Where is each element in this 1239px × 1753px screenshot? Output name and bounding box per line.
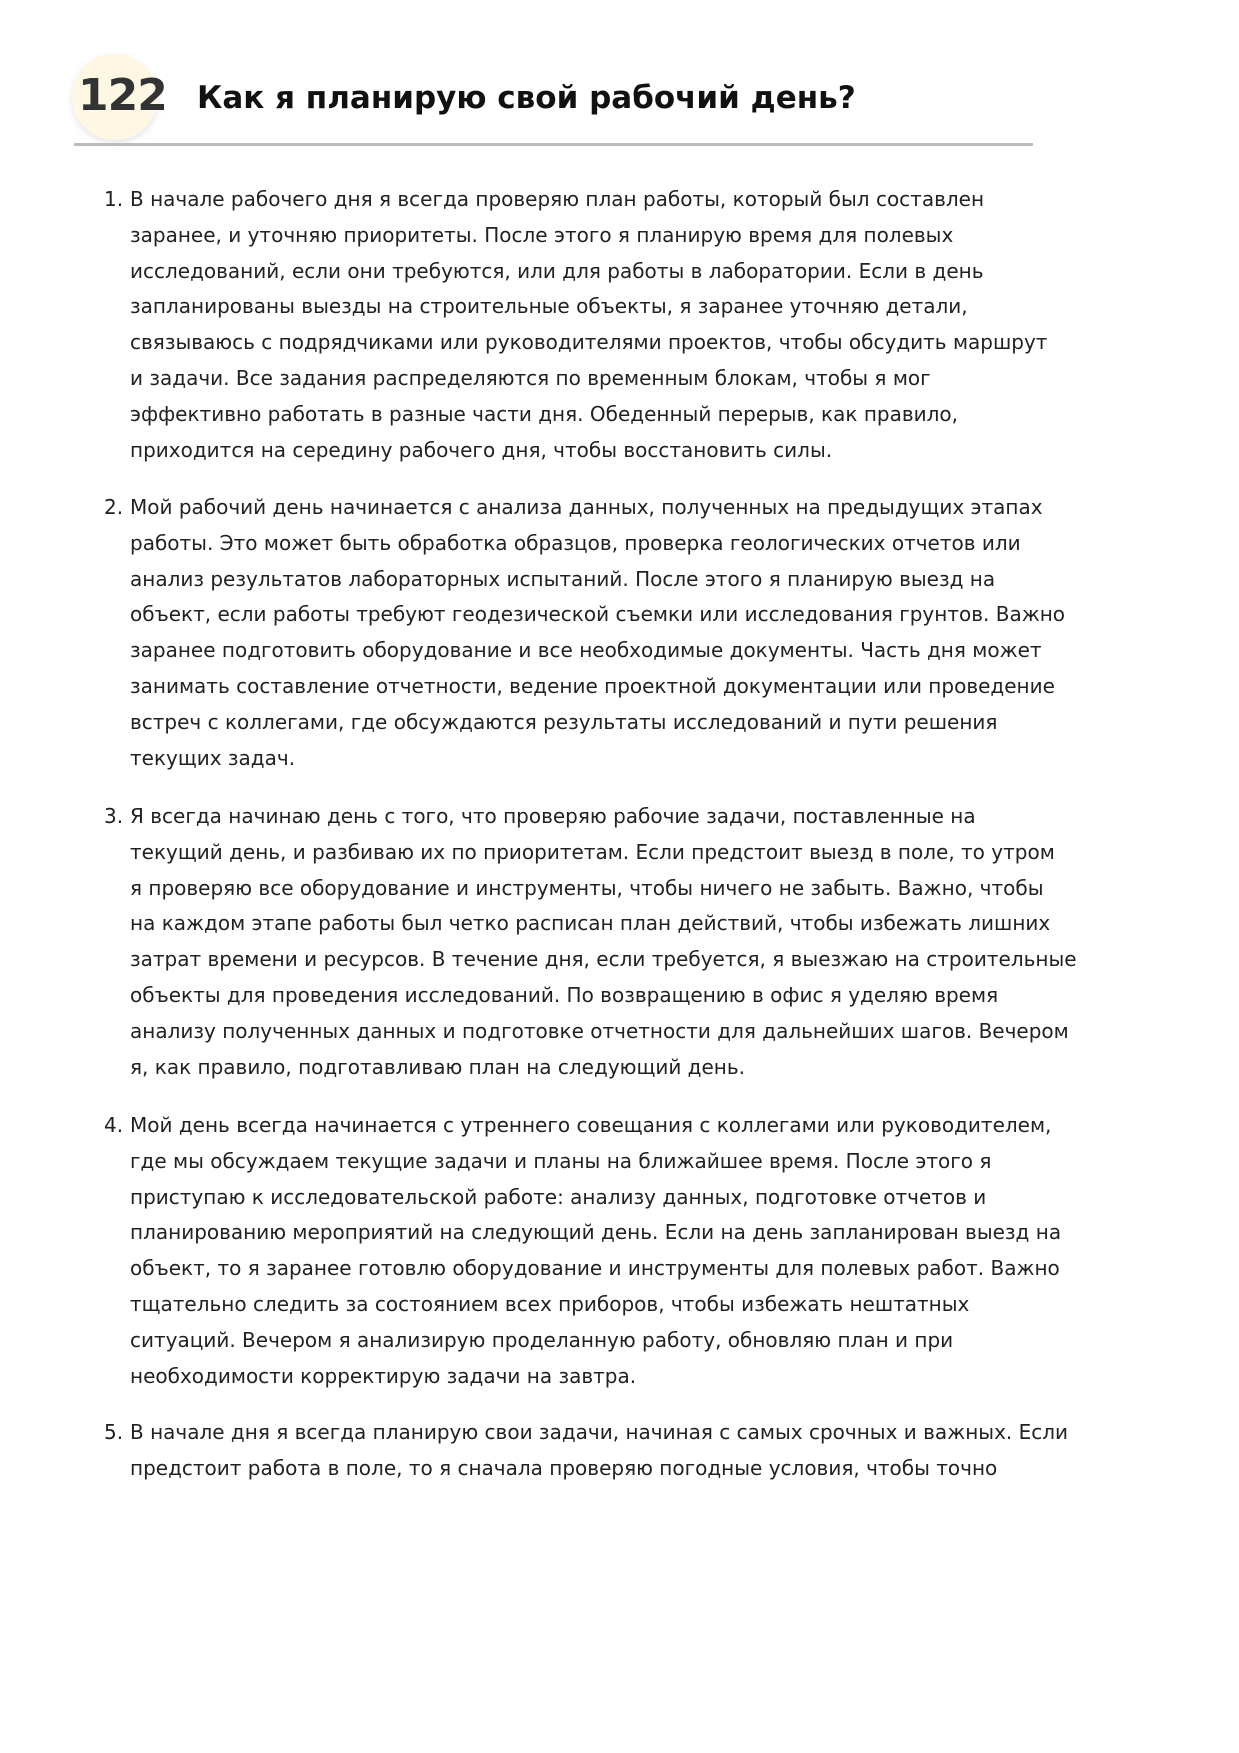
text-line: Я всегда начинаю день с того, что проверяю рабочие задачи, поставленные на — [130, 804, 976, 828]
text-line: эффективно работать в разные части дня. Обеденный перерыв, как правило, — [130, 401, 959, 426]
list-item-text — [130, 490, 1065, 776]
text-line: текущих задач. — [130, 745, 296, 770]
list-item-text — [130, 182, 1047, 468]
text-line: планированию мероприятий на следующий день. Если на день запланирован выезд на — [130, 1220, 1062, 1245]
text-line: тщательно следить за состоянием всех приборов, чтобы избежать нештатных — [130, 1291, 970, 1316]
text-line: исследований, если они требуются, или для работы в лаборатории. Если в день — [130, 258, 984, 283]
page-number: 122 — [78, 70, 167, 121]
text-line: встреч с коллегами, где обсуждаются результаты исследований и пути решения — [130, 709, 998, 734]
list-item-text — [130, 1108, 1061, 1394]
text-line: запланированы выезды на строительные объекты, я заранее уточняю детали, — [130, 294, 968, 319]
text-line: работы. Это может быть обработка образцов, проверка геологических отчетов или — [130, 530, 1021, 555]
text-line: Мой день всегда начинается с утреннего совещания с коллегами или руководителем, — [130, 1113, 1052, 1137]
text-line: объект, если работы требуют геодезической съемки или исследования грунтов. Важно — [130, 602, 1066, 627]
list-item-text — [130, 1415, 1068, 1487]
text-line: затрат времени и ресурсов. В течение дня, если требуется, я выезжаю на строительные — [130, 947, 1077, 972]
list-item-number: 3. — [104, 804, 124, 828]
text-line: приступаю к исследовательской работе: анализу данных, подготовке отчетов и — [130, 1184, 987, 1209]
text-line: объекты для проведения исследований. По возвращению в офис я уделяю время — [130, 982, 999, 1007]
text-line: В начале дня я всегда планирую свои задачи, начиная с самых срочных и важных. Если — [130, 1420, 1069, 1444]
text-line: и задачи. Все задания распределяются по временным блокам, чтобы я мог — [130, 365, 931, 390]
text-line: текущий день, и разбиваю их по приоритетам. Если предстоит выезд в поле, то утром — [130, 839, 1055, 864]
header-divider — [74, 143, 1033, 146]
text-line: объект, то я заранее готовлю оборудование и инструменты для полевых работ. Важно — [130, 1256, 1060, 1281]
list-item-number: 5. — [104, 1420, 124, 1444]
text-line: приходится на середину рабочего дня, чтобы восстановить силы. — [130, 437, 833, 462]
text-line: анализ результатов лабораторных испытаний. После этого я планирую выезд на — [130, 566, 996, 591]
text-line: предстоит работа в поле, то я сначала проверяю погодные условия, чтобы точно — [130, 1455, 998, 1480]
list-item-number: 4. — [104, 1113, 124, 1137]
text-line: необходимости корректирую задачи на завтра. — [130, 1363, 637, 1388]
list-item-number: 2. — [104, 495, 124, 519]
text-line: связываюсь с подрядчиками или руководителями проектов, чтобы обсудить маршрут — [130, 330, 1048, 355]
text-line: занимать составление отчетности, ведение проектной документации или проведение — [130, 673, 1055, 698]
text-line: я, как правило, подготавливаю план на следующий день. — [130, 1054, 746, 1079]
text-line: анализу полученных данных и подготовке отчетности для дальнейших шагов. Вечером — [130, 1018, 1069, 1043]
text-line: где мы обсуждаем текущие задачи и планы на ближайшее время. После этого я — [130, 1148, 992, 1173]
text-line: на каждом этапе работы был четко расписан план действий, чтобы избежать лишних — [130, 911, 1051, 936]
list-item-text — [130, 799, 1077, 1085]
text-line: Мой рабочий день начинается с анализа данных, полученных на предыдущих этапах — [130, 495, 1043, 519]
text-line: я проверяю все оборудование и инструменты, чтобы ничего не забыть. Важно, чтобы — [130, 875, 1044, 900]
text-line: заранее подготовить оборудование и все необходимые документы. Часть дня может — [130, 638, 1042, 663]
text-line: В начале рабочего дня я всегда проверяю план работы, который был составлен — [130, 187, 985, 211]
page-header — [0, 0, 1239, 170]
list-item-number: 1. — [104, 187, 124, 211]
text-line: заранее, и уточняю приоритеты. После этого я планирую время для полевых — [130, 222, 954, 247]
text-line: ситуаций. Вечером я анализирую проделанную работу, обновляю план и при — [130, 1327, 954, 1352]
page-title: Как я планирую свой рабочий день? — [197, 80, 856, 116]
